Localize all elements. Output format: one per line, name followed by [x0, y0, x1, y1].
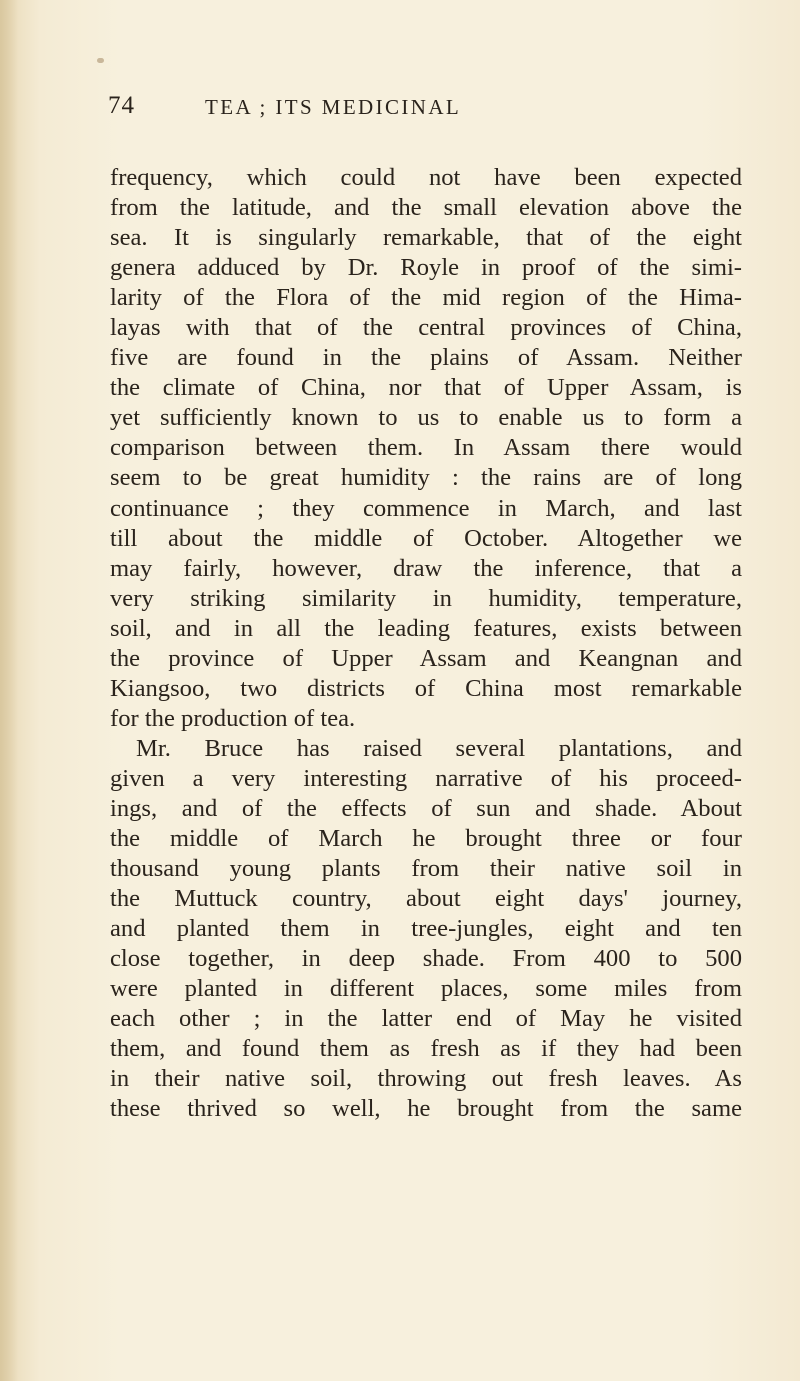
text-line: from the latitude, and the small elevation above the	[110, 194, 742, 222]
text-line: layas with that of the central provinces of China,	[110, 314, 742, 342]
text-line: larity of the Flora of the mid region of the Hima-	[110, 284, 742, 312]
text-line: and planted them in tree-jungles, eight and ten	[110, 915, 742, 943]
text-line: frequency, which could not have been expected	[110, 164, 742, 191]
text-line: five are found in the plains of Assam. Neither	[110, 344, 742, 372]
text-line: ings, and of the effects of sun and shade. About	[110, 794, 742, 822]
text-line: till about the middle of October. Altogether we	[110, 524, 742, 552]
text-line: genera adduced by Dr. Royle in proof of the simi-	[110, 254, 742, 282]
text-line: these thrived so well, he brought from the same	[110, 1095, 742, 1123]
text-line: given a very interesting narrative of his proceed-	[110, 764, 742, 792]
text-line: seem to be great humidity : the rains are of long	[110, 464, 742, 492]
page-number: 74	[108, 92, 135, 119]
paragraph-start-line: Mr. Bruce has raised several plantations, and	[136, 734, 742, 762]
text-line: the middle of March he brought three or four	[110, 825, 742, 853]
text-line: thousand young plants from their native soil in	[110, 855, 742, 883]
text-line: may fairly, however, draw the inference, that a	[110, 554, 742, 582]
text-line: soil, and in all the leading features, exists between	[110, 614, 742, 642]
body-text	[110, 163, 742, 1125]
text-line: the province of Upper Assam and Keangnan and	[110, 644, 742, 672]
text-line: close together, in deep shade. From 400 to 500	[110, 945, 742, 973]
text-line: very striking similarity in humidity, temperature,	[110, 584, 742, 612]
paragraph-end-line: for the production of tea.	[110, 704, 356, 732]
text-line: continuance ; they commence in March, and last	[110, 494, 742, 522]
text-line: the climate of China, nor that of Upper Assam, is	[110, 374, 742, 402]
text-line: in their native soil, throwing out fresh leaves. As	[110, 1065, 742, 1093]
text-line: sea. It is singularly remarkable, that of the eight	[110, 224, 742, 252]
text-line: them, and found them as fresh as if they had been	[110, 1035, 742, 1063]
text-line: were planted in different places, some miles from	[110, 975, 742, 1003]
binding-shadow	[0, 0, 18, 1381]
running-title: TEA ; ITS MEDICINAL	[205, 95, 462, 119]
ink-spot	[97, 58, 104, 63]
text-line: comparison between them. In Assam there would	[110, 434, 742, 462]
text-line: each other ; in the latter end of May he visited	[110, 1005, 742, 1033]
text-line: yet sufficiently known to us to enable us to form a	[110, 404, 742, 432]
text-line: the Muttuck country, about eight days' journey,	[110, 885, 742, 913]
text-line: Kiangsoo, two districts of China most remarkable	[110, 674, 742, 702]
running-head	[108, 92, 728, 132]
